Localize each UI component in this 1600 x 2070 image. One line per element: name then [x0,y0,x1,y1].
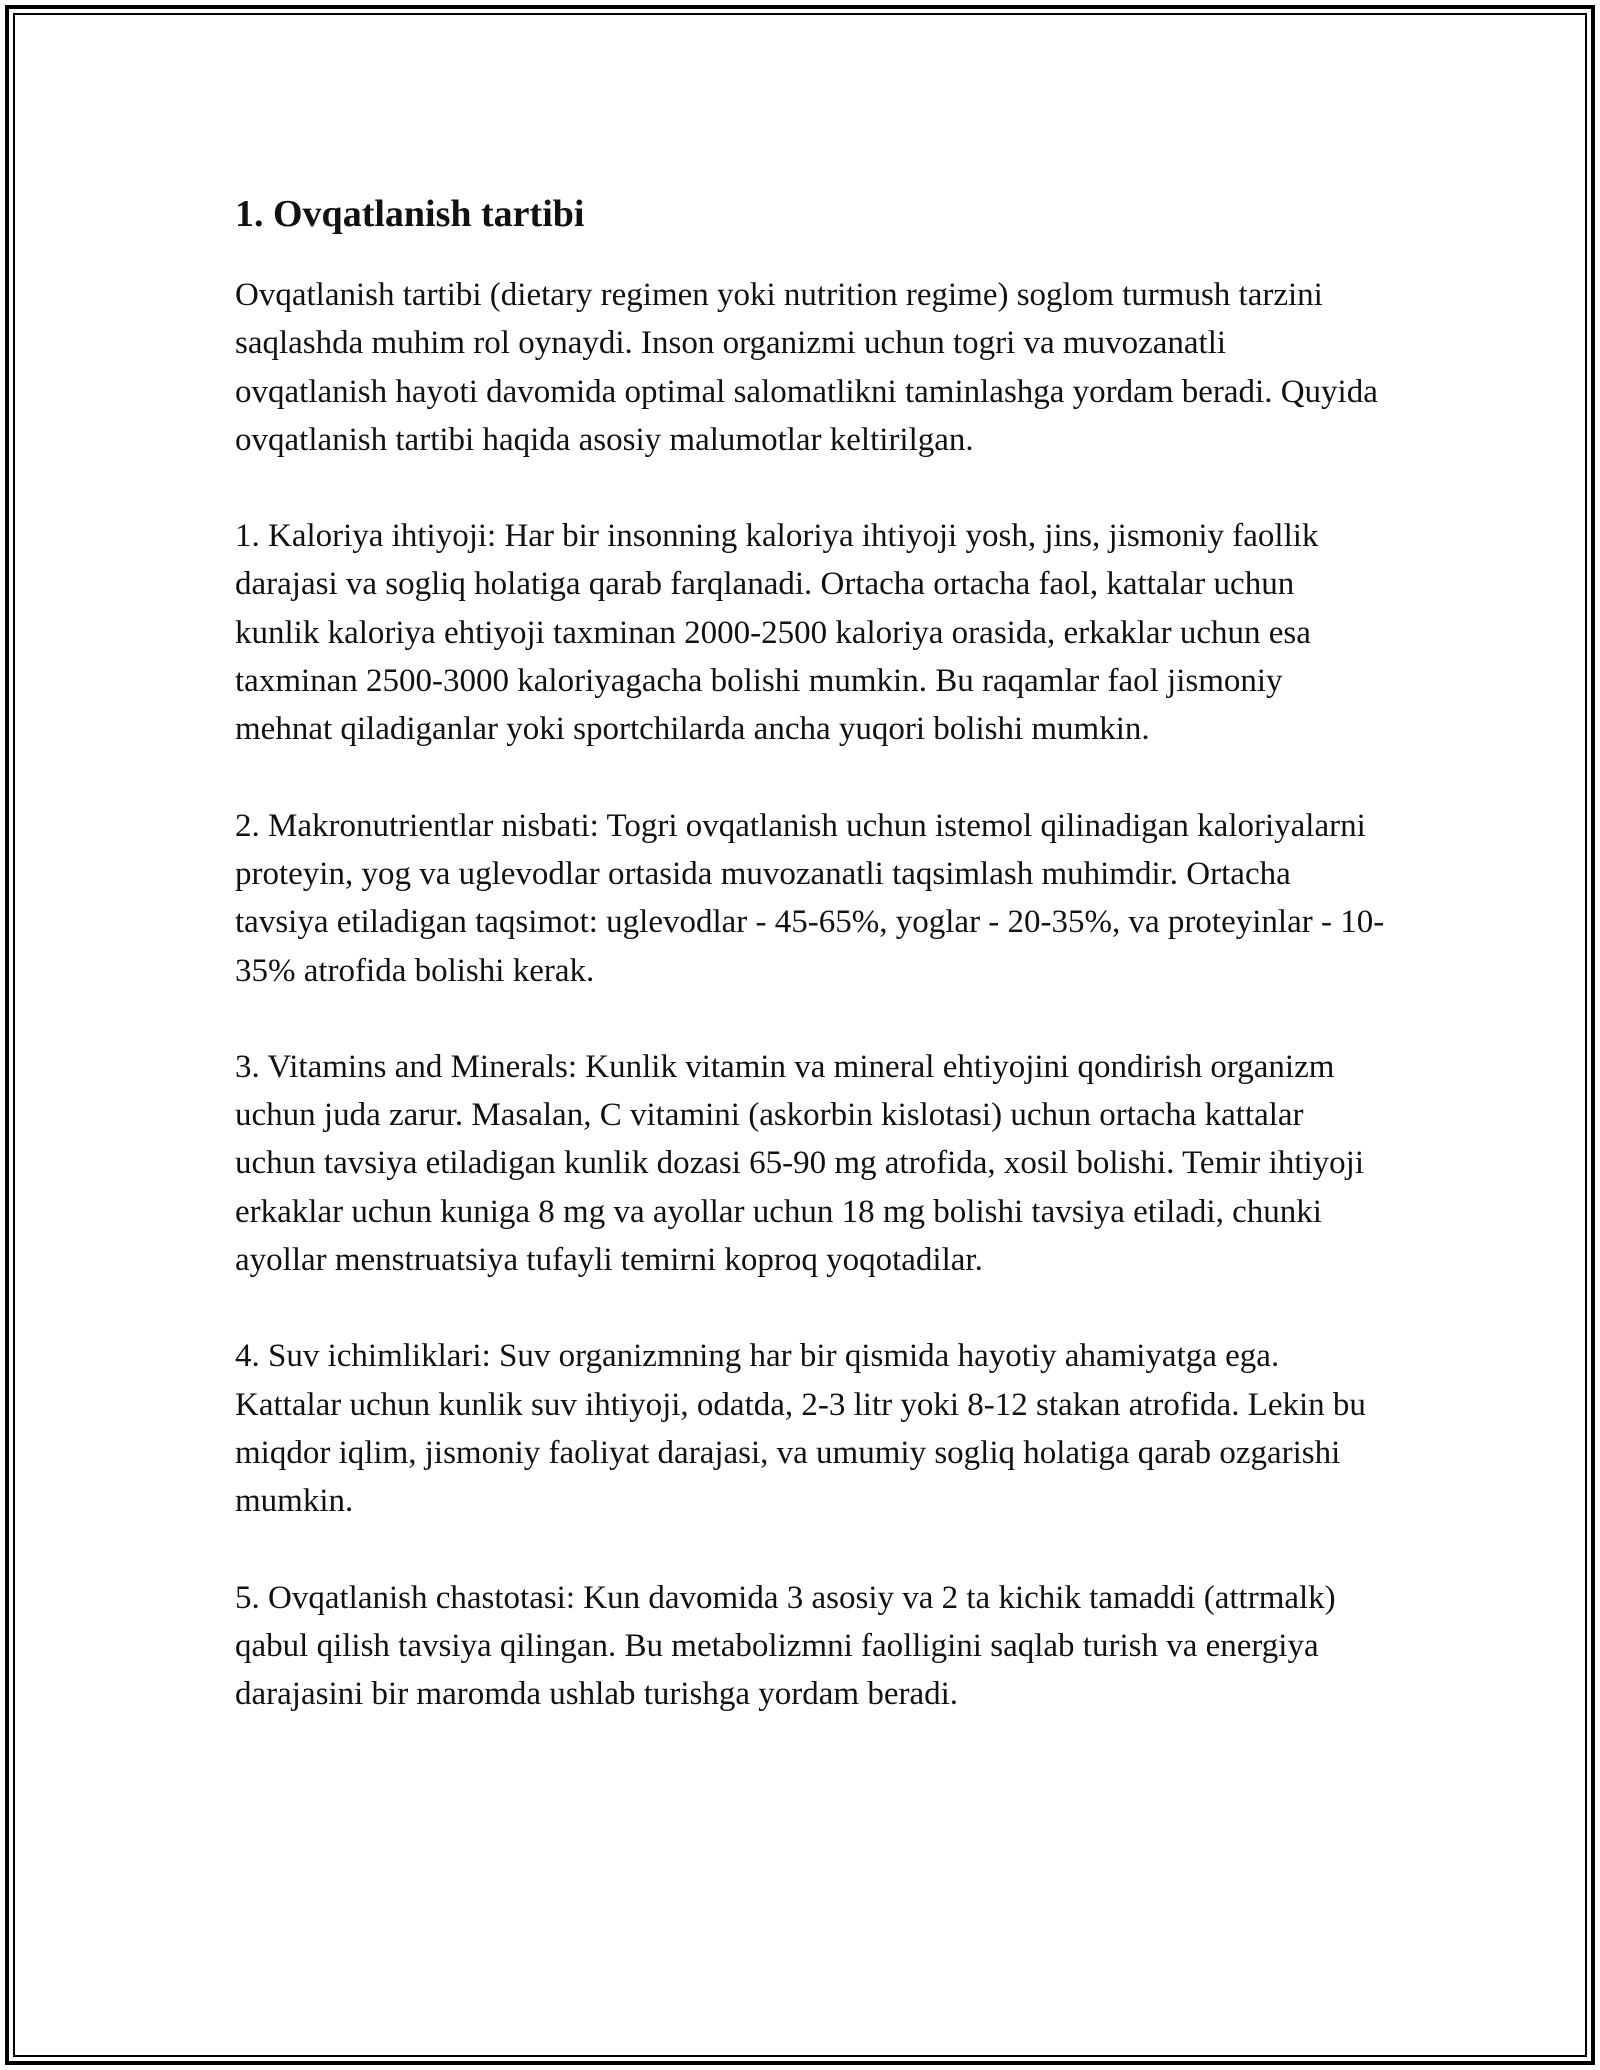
paragraph-water-intake: 4. Suv ichimliklari: Suv organizmning har bir qismida hayotiy ahamiyatga ega. Kattalar uchun kunlik suv ihtiyoji, odatda, 2-3 litr yoki 8-12 stakan atrofida. Lekin bu miqdor iqlim, jismoniy faoliyat darajasi, va umumiy sogliq holatiga qarab ozgarishi mumkin. [235,1338,1366,1520]
paragraph-meal-frequency: 5. Ovqatlanish chastotasi: Kun davomida 3 asosiy va 2 ta kichik tamaddi (attrmalk) qabul qilish tavsiya qilingan. Bu metabolizmni faolligini saqlab turish va energiya darajasini bir maromda ushlab turishga yordam beradi. [235,1579,1336,1713]
paragraph-vitamins-minerals: 3. Vitamins and Minerals: Kunlik vitamin va mineral ehtiyojini qondirish organizm uchun juda zarur. Masalan, C vitamini (askorbin kislotasi) uchun ortacha kattalar uchun tavsiya etiladigan kunlik dozasi 65-90 mg atrofida, xosil bolishi. Temir ihtiyoji erkaklar uchun kuniga 8 mg va ayollar uchun 18 mg bolishi tavsiya etiladi, chunki ayollar menstruatsiya tufayli temirni koproq yoqotadilar. [235,1048,1364,1279]
paragraph-macronutrients: 2. Makronutrientlar nisbati: Togri ovqatlanish uchun istemol qilinadigan kaloriyalarni proteyin, yog va uglevodlar ortasida muvozanatli taqsimlash muhimdir. Ortacha tavsiya etiladigan taqsimot: uglevodlar - 45-65%, yoglar - 20-35%, va proteyinlar - 10-35% atrofida bolishi kerak. [235,807,1385,989]
document-body [235,185,1385,1766]
paragraph-calorie-needs: 1. Kaloriya ihtiyoji: Har bir insonning kaloriya ihtiyoji yosh, jins, jismoniy faollik darajasi va sogliq holatiga qarab farqlanadi. Ortacha ortacha faol, kattalar uchun kunlik kaloriya ehtiyoji taxminan 2000-2500 kaloriya orasida, erkaklar uchun esa taxminan 2500-3000 kaloriyagacha bolishi mumkin. Bu raqamlar faol jismoniy mehnat qiladiganlar yoki sportchilarda ancha yuqori bolishi mumkin. [235,518,1319,748]
section-heading: 1. Ovqatlanish tartibi [235,193,585,235]
intro-paragraph: Ovqatlanish tartibi (dietary regimen yoki nutrition regime) soglom turmush tarzini saqlashda muhim rol oynaydi. Inson organizmi uchun togri va muvozanatli ovqatlanish hayoti davomida optimal salomatlikni taminlashga yordam beradi. Quyida ovqatlanish tartibi haqida asosiy malumotlar keltirilgan. [235,277,1378,458]
